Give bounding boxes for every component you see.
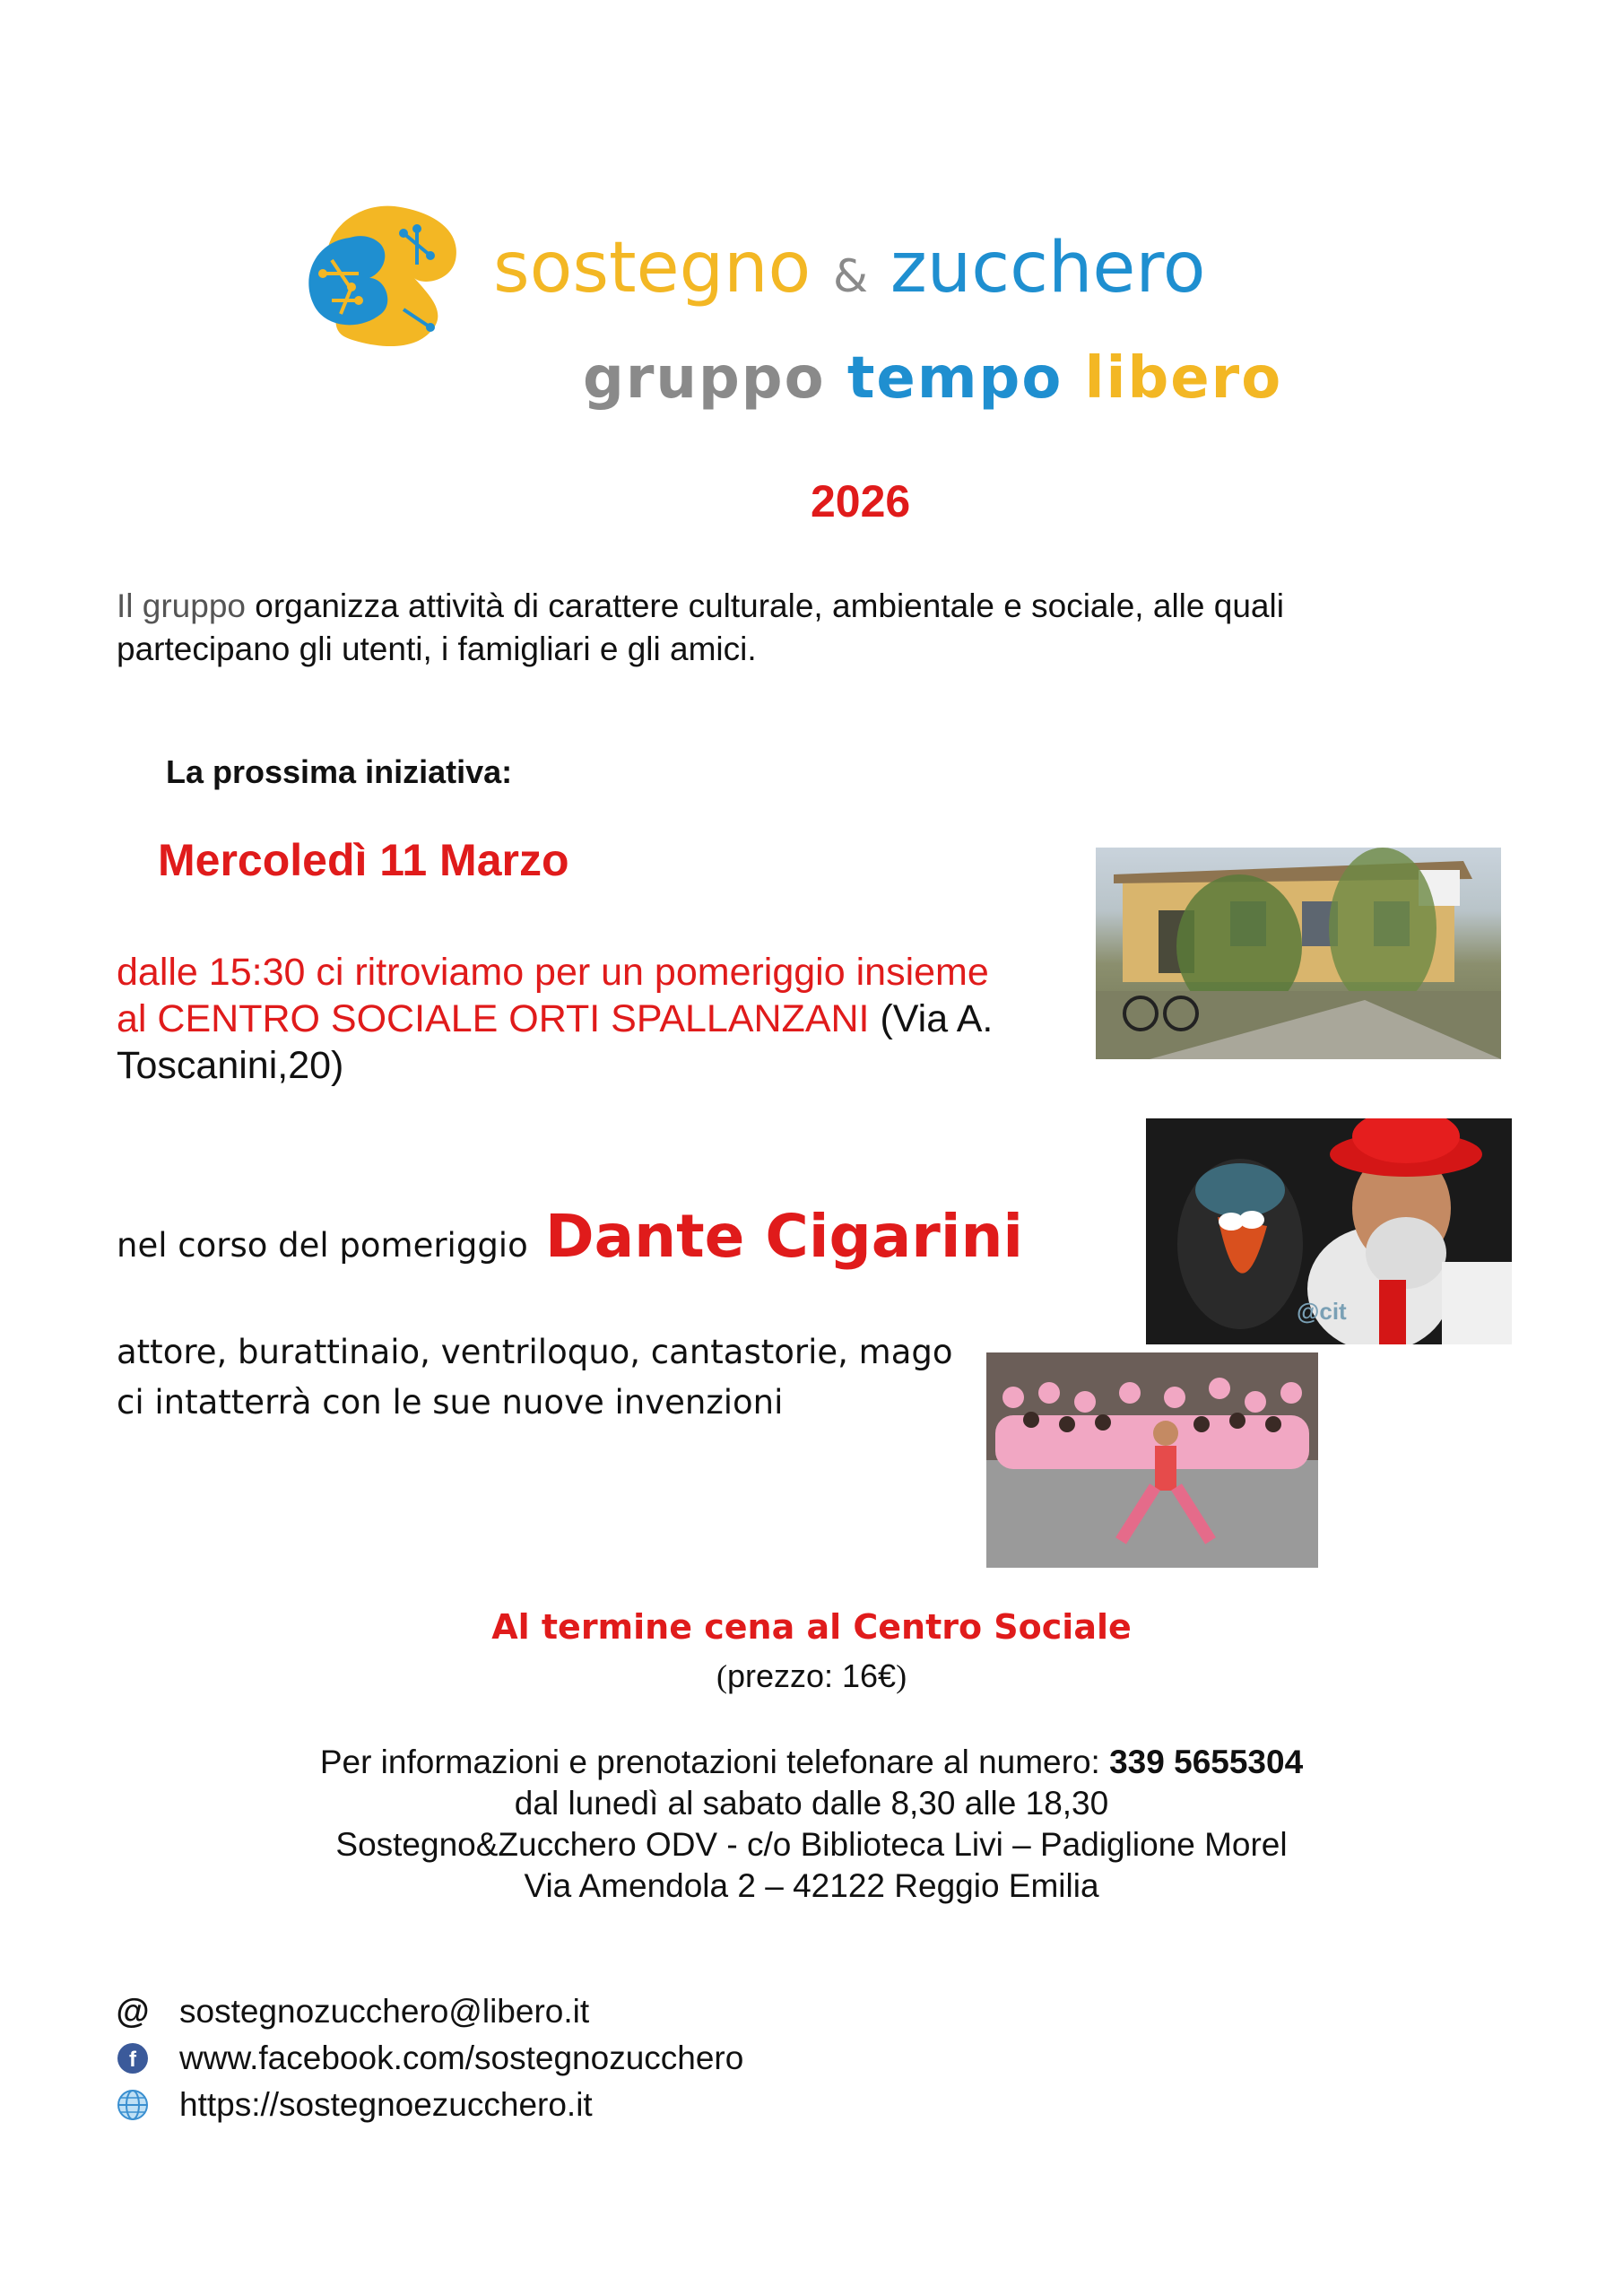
info-line-4: Via Amendola 2 – 42122 Reggio Emilia [524,1867,1099,1904]
performer-description [117,1327,977,1428]
performer-desc-line-1: attore, burattinaio, ventriloquo, cantastorie, mago [117,1333,953,1371]
price-paren-open: ( [716,1658,727,1694]
info-line-2: dal lunedì al sabato dalle 8,30 alle 18,30 [514,1785,1109,1822]
info-prefix: Per informazioni e prenotazioni telefonare al numero: [319,1744,1110,1780]
logo-ampersand: & [833,250,869,302]
photo-children-show [986,1352,1318,1568]
price-text: prezzo: 16€ [726,1657,897,1694]
facebook-icon [115,2040,151,2076]
logo-word-sostegno: sostegno [493,228,812,309]
contact-email-text[interactable]: sostegnozucchero@libero.it [179,1993,590,2030]
logo-mark-icon [296,188,466,359]
intro-text: organizza attività di carattere culturale, ambientale e sociale, alle quali partecipano gli utenti, i famigliari e gli amici. [117,587,1284,667]
dinner-title: Al termine cena al Centro Sociale [491,1607,1132,1647]
logo [296,188,1283,422]
photo-dante-puppet [1146,1118,1512,1344]
logo-word-zucchero: zucchero [890,228,1206,309]
globe-icon [115,2087,151,2123]
photo-watermark: @cit [1297,1298,1347,1325]
performer-line [117,1202,1023,1271]
photo-centro-sociale [1096,848,1501,1059]
contact-website-text[interactable]: https://sostegnoezucchero.it [179,2086,593,2123]
info-line-3: Sostegno&Zucchero ODV - c/o Biblioteca Livi – Padiglione Morel [335,1826,1288,1863]
at-icon: @ [116,1992,150,2031]
price-paren-close: ) [896,1658,907,1694]
performer-name: Dante Cigarini [544,1202,1024,1271]
contact-facebook-text[interactable]: www.facebook.com/sostegnozucchero [179,2039,744,2076]
next-initiative-label: La prossima iniziativa: [166,753,513,790]
performer-desc-line-2: ci intatterrà con le sue nuove invenzioni [117,1383,784,1422]
meeting-paragraph [117,949,1013,1089]
phone-number[interactable]: 339 5655304 [1109,1744,1304,1780]
logo-tag-libero: libero [1084,345,1283,412]
info-block [0,1742,1623,1907]
meeting-address: (Via A. Toscanini,20) [117,997,994,1087]
intro-lead: Il gruppo [117,587,246,624]
info-line-1 [0,1742,1623,1783]
event-date: Mercoledì 11 Marzo [158,835,569,885]
intro-paragraph [117,585,1417,671]
year-heading: 2026 [811,476,911,526]
contact-email[interactable] [115,1993,589,2031]
dinner-price [0,1657,1623,1695]
svg-text:f: f [129,2048,136,2072]
logo-tag-gruppo: gruppo [583,345,826,412]
contact-website[interactable] [115,2086,593,2124]
meeting-text: dalle 15:30 ci ritroviamo per un pomeriggio insieme al CENTRO SOCIALE ORTI SPALLANZANI [117,951,989,1040]
logo-tag-tempo: tempo [846,345,1063,412]
performer-lead: nel corso del pomeriggio [117,1226,528,1265]
contact-facebook[interactable] [115,2039,743,2077]
